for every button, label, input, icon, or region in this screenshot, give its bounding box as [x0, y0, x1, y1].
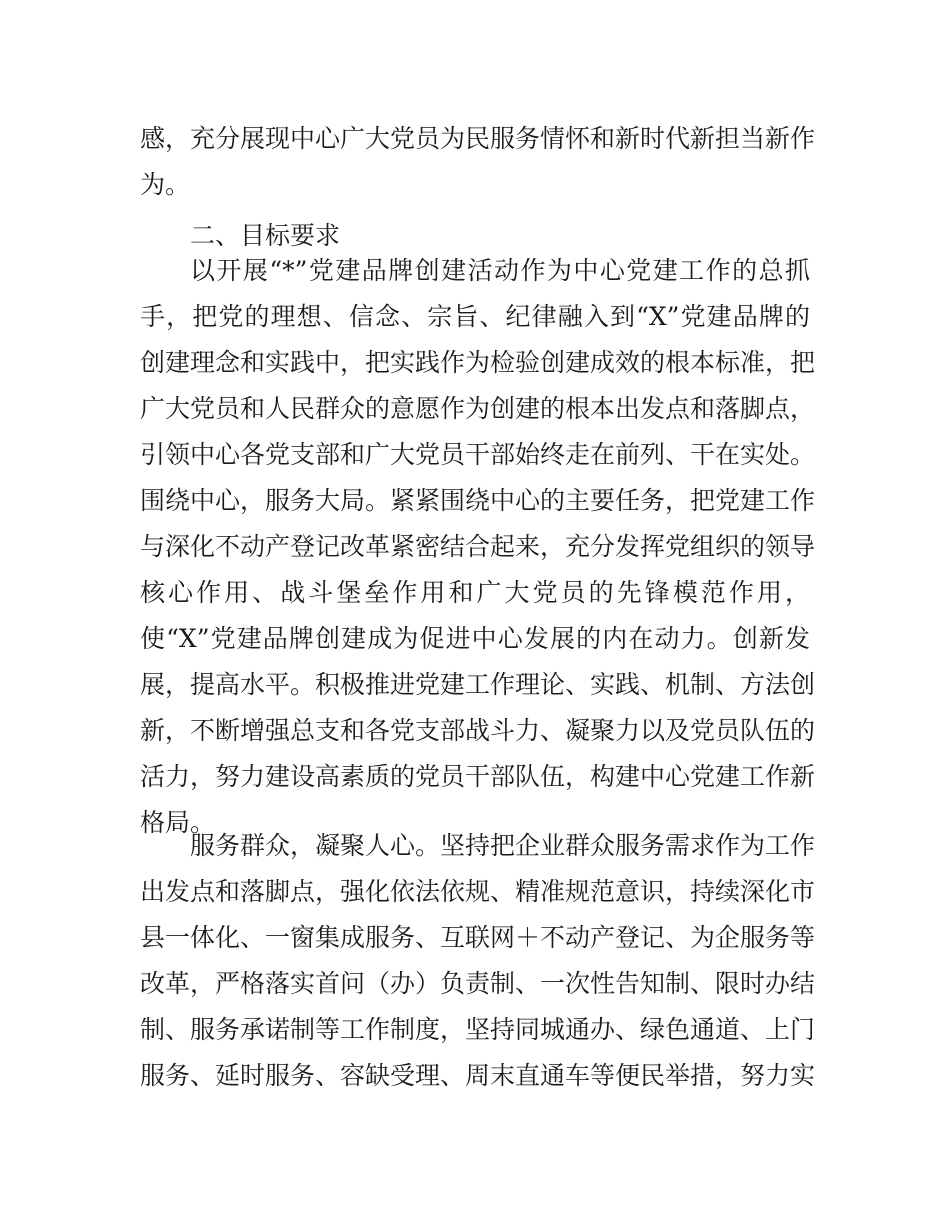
text-line: 为。: [140, 170, 191, 199]
text-line: 出发点和落脚点，强化依法依规、精准规范意识，持续深化市: [140, 877, 816, 906]
text-line: 广大党员和人民群众的意愿作为创建的根本出发点和落脚点，: [140, 394, 816, 423]
text-line: 创建理念和实践中，把实践作为检验创建成效的根本标准，把: [140, 348, 816, 377]
text-line: 使“X”党建品牌创建成为促进中心发展的内在动力。创新发: [140, 624, 810, 653]
paragraph-service: [140, 823, 816, 1099]
text-line: 引领中心各党支部和广大党员干部始终走在前列、干在实处。: [140, 440, 816, 469]
text-line: 手，把党的理想、信念、宗旨、纪律融入到“X”党建品牌的: [140, 302, 810, 331]
text-line: 围绕中心，服务大局。紧紧围绕中心的主要任务，把党建工作: [140, 486, 816, 515]
heading-text: 二、目标要求: [190, 221, 341, 250]
text-line: 县一体化、一窗集成服务、互联网＋不动产登记、为企服务等: [140, 923, 816, 952]
text-line: 以开展“*”党建品牌创建活动作为中心党建工作的总抓: [190, 256, 810, 285]
paragraph-goals: [140, 248, 816, 846]
text-line: 改革，严格落实首问（办）负责制、一次性告知制、限时办结: [140, 969, 816, 998]
paragraph-continued: [140, 116, 816, 208]
text-line: 感，充分展现中心广大党员为民服务情怀和新时代新担当新作: [140, 124, 816, 153]
text-line: 制、服务承诺制等工作制度，坚持同城通办、绿色通道、上门: [140, 1015, 816, 1044]
text-line: 与深化不动产登记改革紧密结合起来，充分发挥党组织的领导: [140, 532, 816, 561]
text-line: 服务、延时服务、容缺受理、周末直通车等便民举措，努力实: [140, 1061, 816, 1090]
text-line: 格局。: [140, 808, 216, 837]
text-line: 服务群众，凝聚人心。坚持把企业群众服务需求作为工作: [190, 831, 816, 860]
text-line: 活力，努力建设高素质的党员干部队伍，构建中心党建工作新: [140, 762, 816, 791]
text-line: 核心作用、战斗堡垒作用和广大党员的先锋模范作用，: [140, 578, 810, 607]
text-line: 展，提高水平。积极推进党建工作理论、实践、机制、方法创: [140, 670, 816, 699]
text-line: 新，不断增强总支和各党支部战斗力、凝聚力以及党员队伍的: [140, 716, 816, 745]
